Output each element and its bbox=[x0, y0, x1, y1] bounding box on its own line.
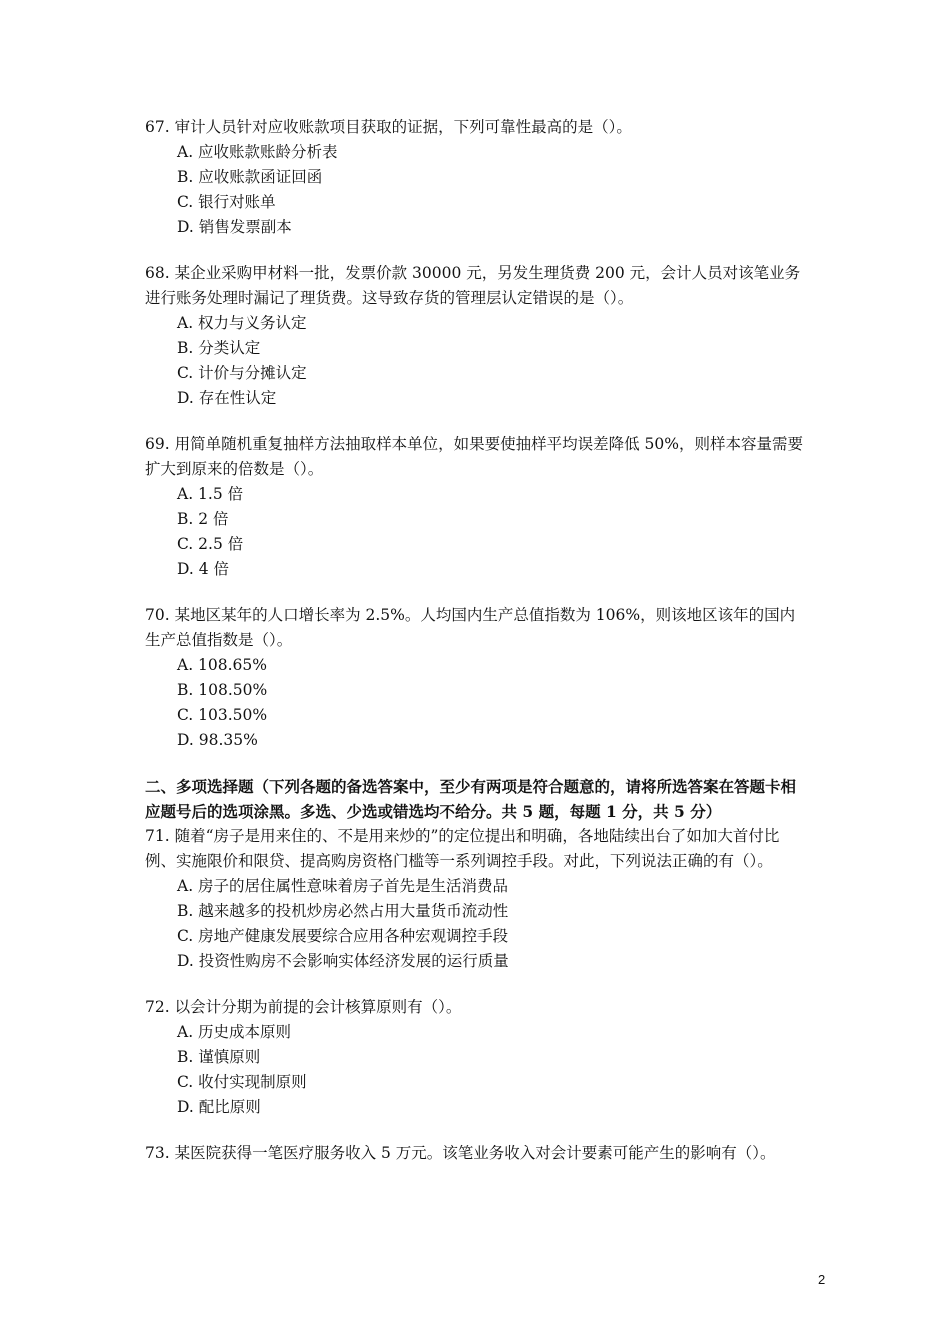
option-a: A. 权力与义务认定 bbox=[177, 314, 307, 332]
option-b: B. 2 倍 bbox=[177, 510, 229, 528]
option-b: B. 分类认定 bbox=[177, 339, 261, 357]
option-d: D. 配比原则 bbox=[177, 1098, 261, 1116]
question-stem: 67. 审计人员针对应收账款项目获取的证据，下列可靠性最高的是（）。 bbox=[145, 118, 632, 136]
option-c: C. 房地产健康发展要综合应用各种宏观调控手段 bbox=[177, 927, 509, 945]
section-multiple-choice bbox=[145, 774, 810, 824]
option-d: D. 4 倍 bbox=[177, 560, 230, 578]
option-c: C. 收付实现制原则 bbox=[177, 1073, 307, 1091]
option-c: C. 计价与分摊认定 bbox=[177, 364, 307, 382]
option-a: A. 108.65% bbox=[177, 656, 268, 674]
option-d: D. 投资性购房不会影响实体经济发展的运行质量 bbox=[177, 952, 509, 970]
option-a: A. 1.5 倍 bbox=[177, 485, 244, 503]
option-b: B. 越来越多的投机炒房必然占用大量货币流动性 bbox=[177, 902, 509, 920]
option-b: B. 108.50% bbox=[177, 681, 268, 699]
document-page bbox=[145, 115, 810, 1166]
question-stem: 73. 某医院获得一笔医疗服务收入 5 万元。该笔业务收入对会计要素可能产生的影响有（）。 bbox=[145, 1144, 776, 1162]
section-heading: 二、多项选择题（下列各题的备选答案中，至少有两项是符合题意的，请将所选答案在答题卡相应题号后的选项涂黑。多选、少选或错选均不给分。共 5 题，每题 1 分，共 5 分） bbox=[145, 777, 797, 821]
question-stem: 69. 用简单随机重复抽样方法抽取样本单位，如果要使抽样平均误差降低 50%，则样本容量需要扩大到原来的倍数是（）。 bbox=[145, 435, 803, 478]
option-a: A. 历史成本原则 bbox=[177, 1023, 292, 1041]
question-stem: 68. 某企业采购甲材料一批，发票价款 30000 元，另发生理货费 200 元，会计人员对该笔业务进行账务处理时漏记了理货费。这导致存货的管理层认定错误的是（）。 bbox=[145, 264, 801, 307]
question-stem: 72. 以会计分期为前提的会计核算原则有（）。 bbox=[145, 998, 462, 1016]
question-stem: 71. 随着“房子是用来住的、不是用来炒的”的定位提出和明确，各地陆续出台了如加大首付比例、实施限价和限贷、提高购房资格门槛等一系列调控手段。对此，下列说法正确的有（）。 bbox=[145, 827, 780, 870]
option-c: C. 103.50% bbox=[177, 706, 268, 724]
option-c: C. 2.5 倍 bbox=[177, 535, 244, 553]
question-67 bbox=[145, 115, 810, 240]
option-b: B. 谨慎原则 bbox=[177, 1048, 261, 1066]
option-b: B. 应收账款函证回函 bbox=[177, 168, 323, 186]
option-d: D. 销售发票副本 bbox=[177, 218, 292, 236]
question-68 bbox=[145, 261, 810, 411]
question-69 bbox=[145, 432, 810, 582]
option-c: C. 银行对账单 bbox=[177, 193, 276, 211]
option-a: A. 房子的居住属性意味着房子首先是生活消费品 bbox=[177, 877, 509, 895]
question-stem: 70. 某地区某年的人口增长率为 2.5%。人均国内生产总值指数为 106%，则该地区该年的国内生产总值指数是（）。 bbox=[145, 606, 796, 649]
option-d: D. 存在性认定 bbox=[177, 389, 277, 407]
option-d: D. 98.35% bbox=[177, 731, 258, 749]
question-73 bbox=[145, 1141, 810, 1166]
question-72 bbox=[145, 995, 810, 1120]
question-71 bbox=[145, 824, 810, 974]
question-70 bbox=[145, 603, 810, 753]
option-a: A. 应收账款账龄分析表 bbox=[177, 143, 338, 161]
page-number: 2 bbox=[818, 1272, 826, 1287]
